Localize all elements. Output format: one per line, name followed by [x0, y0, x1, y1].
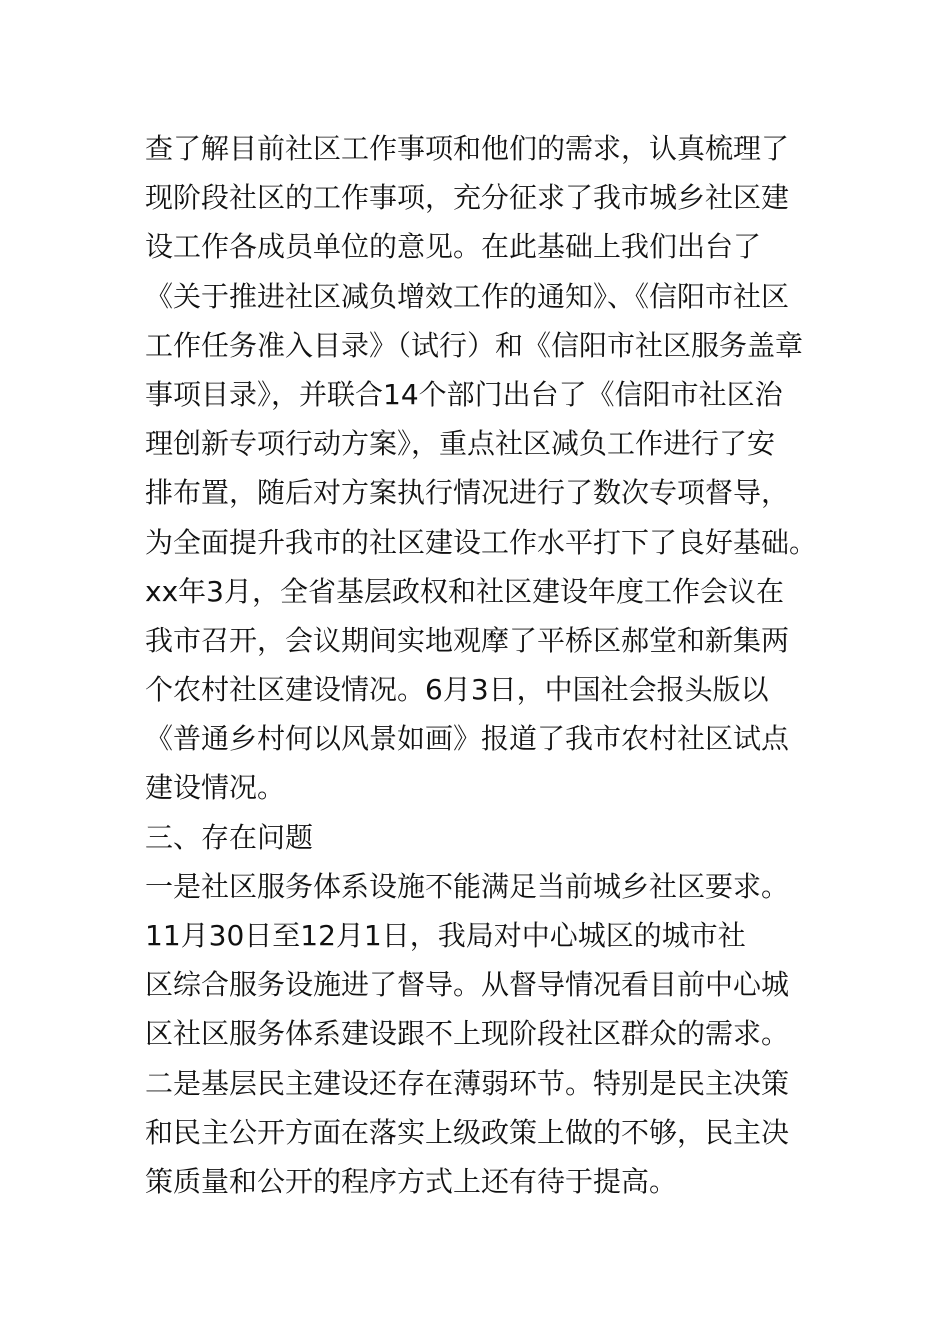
text-line: 设工作各成员单位的意见。在此基础上我们出台了 — [145, 230, 762, 264]
text-line: 查了解目前社区工作事项和他们的需求，认真梳理了 — [145, 132, 790, 165]
text-line: 《关于推进社区减负增效工作的通知》、《信阳市社区 — [145, 279, 790, 313]
text-line: 11月30日至12月1日，我局对中心城区的城市社 — [145, 919, 746, 952]
text-line: 策质量和公开的程序方式上还有待于提高。 — [145, 1164, 678, 1198]
text-line: 一是社区服务体系设施不能满足当前城乡社区要求。 — [145, 869, 790, 903]
section-heading: 三、存在问题 — [145, 820, 314, 854]
text-line: 个农村社区建设情况。6月3日，中国社会报头版以 — [145, 673, 769, 707]
text-line: 排布置，随后对方案执行情况进行了数次专项督导， — [145, 476, 790, 510]
text-line: xx年3月，全省基层政权和社区建设年度工作会议在 — [145, 574, 784, 608]
text-line: 为全面提升我市的社区建设工作水平打下了良好基础。 — [145, 525, 818, 559]
text-line: 我市召开，会议期间实地观摩了平桥区郝堂和新集两 — [145, 623, 790, 657]
text-line: 和民主公开方面在落实上级政策上做的不够，民主决 — [145, 1115, 790, 1149]
document-body — [145, 124, 865, 1206]
text-line: 工作任务准入目录》（试行）和《信阳市社区服务盖章 — [145, 328, 804, 362]
text-line: 区综合服务设施进了督导。从督导情况看目前中心城 — [145, 968, 790, 1002]
text-line: 现阶段社区的工作事项，充分征求了我市城乡社区建 — [145, 181, 790, 215]
text-line: 事项目录》，并联合14个部门出台了《信阳市社区治 — [145, 377, 783, 411]
text-line: 二是基层民主建设还存在薄弱环节。特别是民主决策 — [145, 1066, 790, 1100]
text-line: 区社区服务体系建设跟不上现阶段社区群众的需求。 — [145, 1017, 790, 1051]
text-line: 《普通乡村何以风景如画》报道了我市农村社区试点 — [145, 722, 790, 756]
text-line: 理创新专项行动方案》，重点社区减负工作进行了安 — [145, 427, 776, 461]
text-line: 建设情况。 — [145, 771, 286, 805]
